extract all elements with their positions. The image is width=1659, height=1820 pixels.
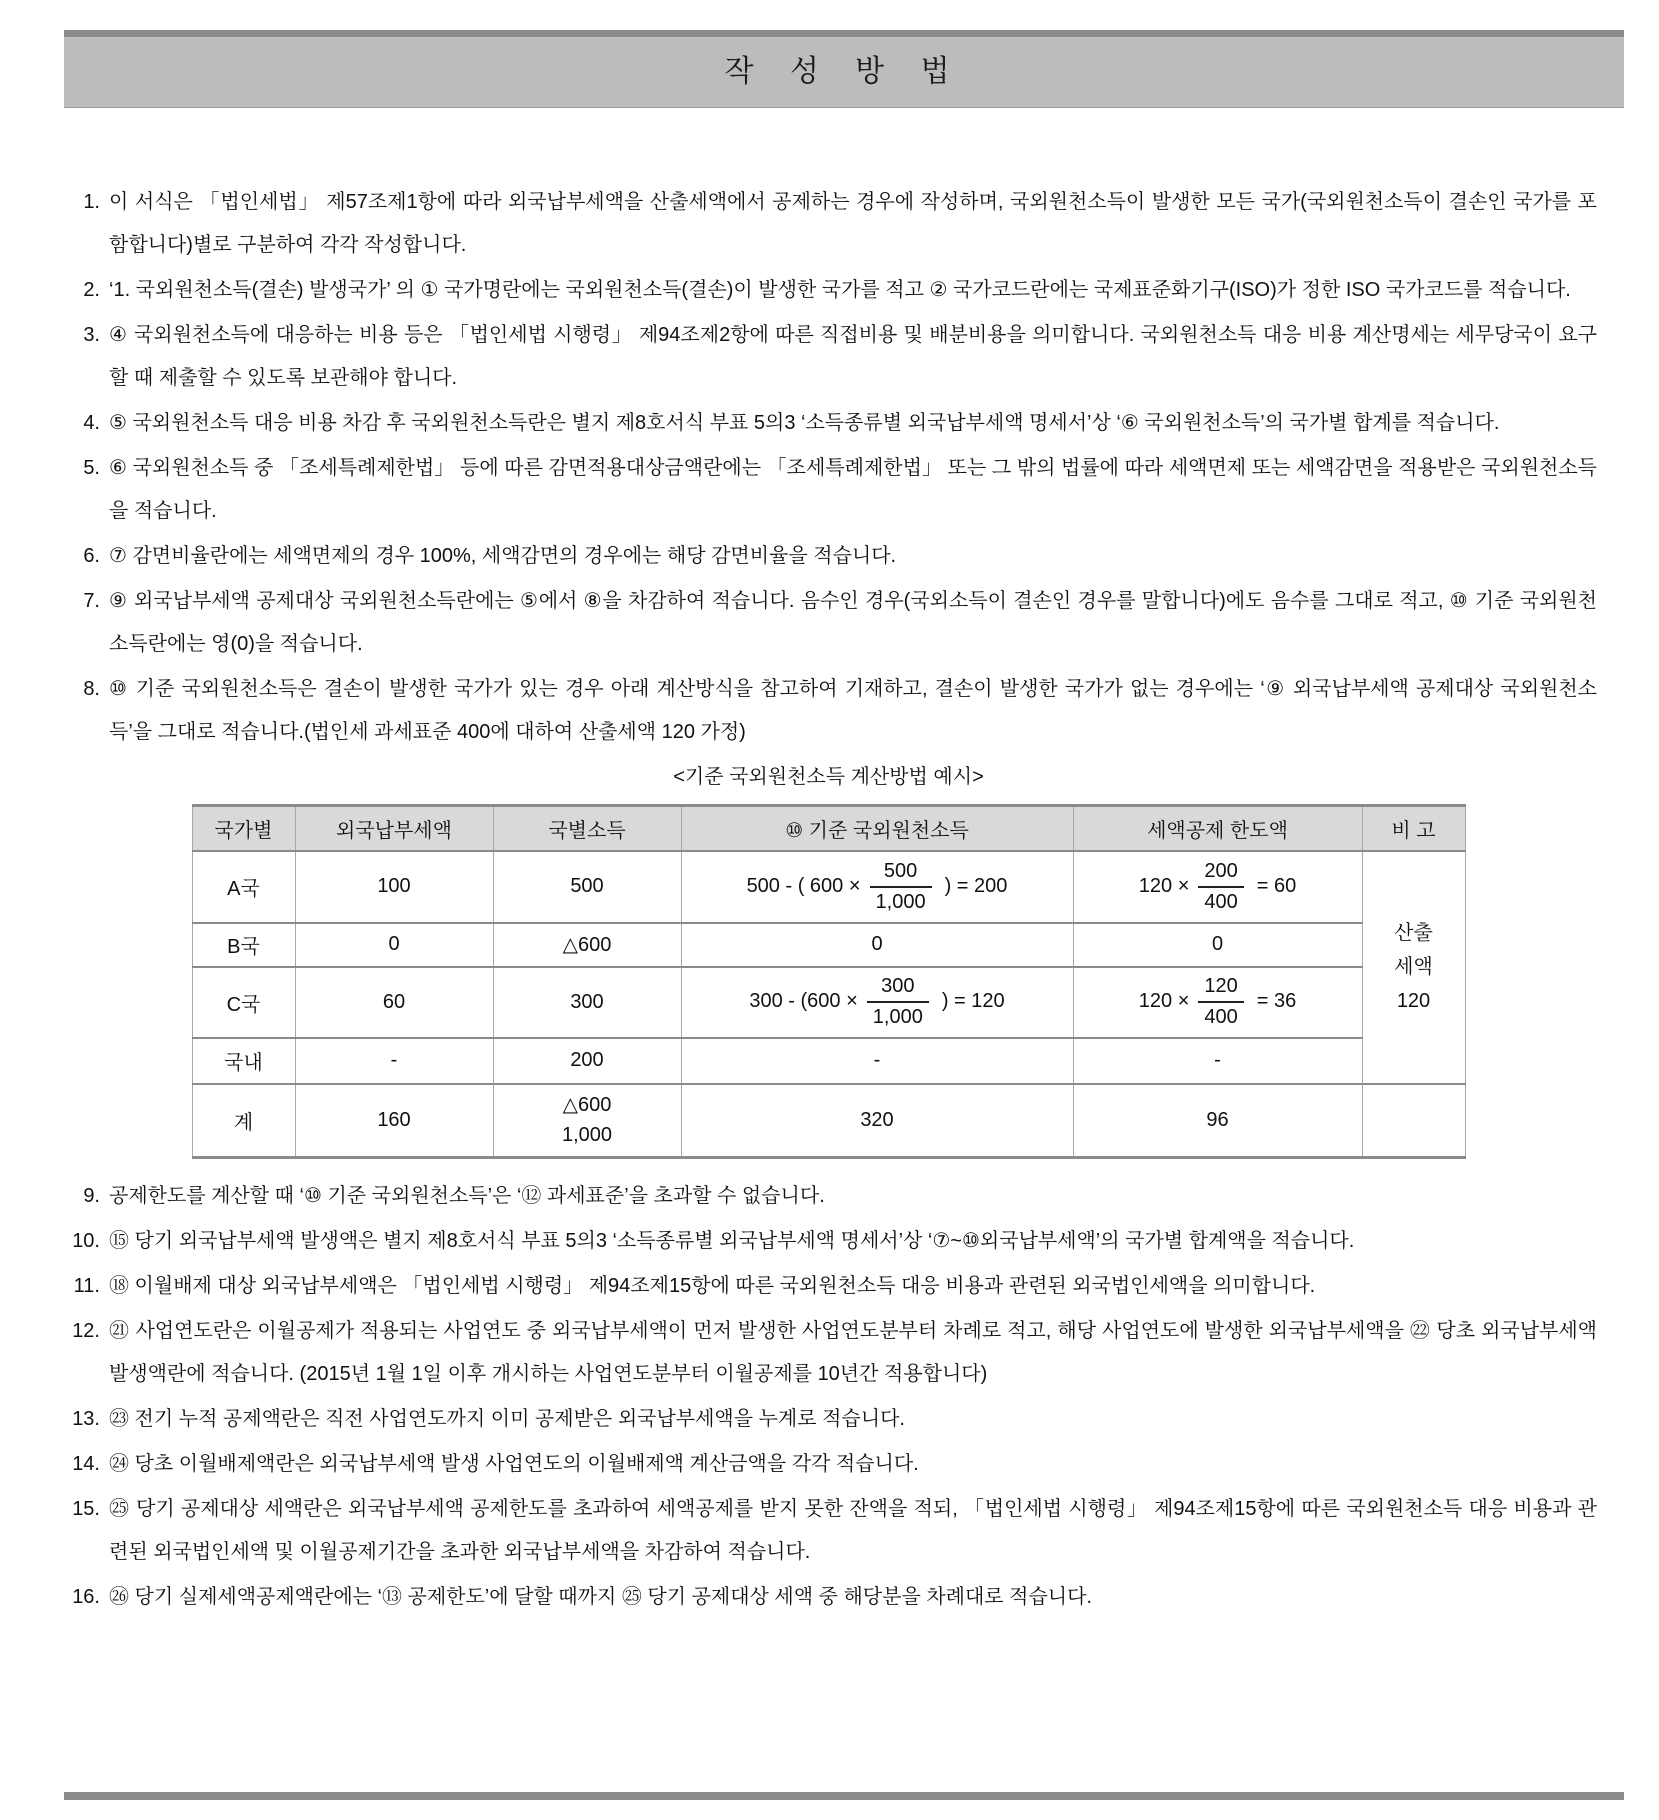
item-text: ㉓ 전기 누적 공제액란은 직전 사업연도까지 이미 공제받은 외국납부세액을 누계로 적습니다. xyxy=(109,1408,905,1430)
table-cell: 국내 xyxy=(192,1038,295,1084)
instruction-item xyxy=(60,314,1597,400)
income-line: 1,000 xyxy=(561,1124,613,1147)
remark-empty-cell xyxy=(1362,1084,1465,1158)
formula-text: 500 - ( 600 × xyxy=(746,874,861,897)
instruction-item xyxy=(60,1310,1597,1396)
item-number: 15. xyxy=(72,1498,100,1520)
instruction-item xyxy=(60,1398,1597,1441)
remark-text: 산출 xyxy=(1394,922,1433,944)
item-text: ‘1. 국외원천소득(결손) 발생국가’ 의 ① 국가명란에는 국외원천소득(결손)이 발생한 국가를 적고 ② 국가코드란에는 국제표준화기구(ISO)가 정한 ISO 국가코드를 적습니다. xyxy=(109,279,1571,301)
instruction-item xyxy=(60,1175,1597,1218)
table-cell: A국 xyxy=(192,851,295,923)
table-caption: <기준 국외원천소득 계산방법 예시> xyxy=(673,766,984,788)
table-cell: - xyxy=(295,1038,493,1084)
item-text: ㉕ 당기 공제대상 세액란은 외국납부세액 공제한도를 초과하여 세액공제를 받지 못한 잔액을 적되, 「법인세법 시행령」 제94조제15항에 따른 국외원천소득 대응 비용과 관련된 외국법인세액 및 이월공제기간을 초과한 외국납부세액을 차감하여 적습니다. xyxy=(109,1498,1597,1563)
page-title: 작 성 방 법 xyxy=(724,55,964,88)
item-number: 5. xyxy=(83,457,100,479)
table-header-cell: 국별소득 xyxy=(493,806,681,851)
table-cell: 160 xyxy=(295,1084,493,1158)
item-number: 16. xyxy=(72,1586,100,1608)
item-number: 11. xyxy=(73,1275,100,1297)
remark-merged-cell xyxy=(1362,851,1465,1084)
formula-text: 120 × xyxy=(1138,874,1190,897)
item-number: 12. xyxy=(72,1320,100,1342)
table-header-cell: ⑩ 기준 국외원천소득 xyxy=(681,806,1073,851)
fraction-denominator: 1,000 xyxy=(870,886,932,917)
fraction-numerator: 300 xyxy=(881,975,915,997)
instruction-item xyxy=(60,447,1597,533)
table-header-cell: 외국납부세액 xyxy=(295,806,493,851)
item-text: ⑨ 외국납부세액 공제대상 국외원천소득란에는 ⑤에서 ⑧을 차감하여 적습니다. 음수인 경우(국외소득이 결손인 경우를 말합니다)에도 음수를 그대로 적고, ⑩ 기준 국외원천소득란에는 영(0)을 적습니다. xyxy=(109,590,1597,655)
table-header-row xyxy=(192,806,1465,851)
table-cell: 0 xyxy=(681,923,1073,967)
table-cell: - xyxy=(1073,1038,1362,1084)
table-cell: 320 xyxy=(681,1084,1073,1158)
fraction xyxy=(870,857,932,917)
fraction-denominator: 400 xyxy=(1198,886,1243,917)
formula-text: = 36 xyxy=(1256,990,1297,1013)
formula-text: ) = 120 xyxy=(941,990,1005,1013)
item-text: 공제한도를 계산할 때 ‘⑩ 기준 국외원천소득’은 ‘⑫ 과세표준’을 초과할 수 없습니다. xyxy=(109,1185,825,1207)
table-cell: 0 xyxy=(1073,923,1362,967)
table-cell: △600 xyxy=(493,923,681,967)
instruction-item xyxy=(60,181,1597,267)
instructions-list xyxy=(60,181,1597,1621)
instruction-item xyxy=(60,1576,1597,1619)
table-row xyxy=(192,923,1465,967)
item-text: ㉔ 당초 이월배제액란은 외국납부세액 발생 사업연도의 이월배제액 계산금액을 각각 적습니다. xyxy=(109,1453,919,1475)
table-cell: 200 xyxy=(493,1038,681,1084)
instruction-item xyxy=(60,1443,1597,1486)
fraction-numerator: 200 xyxy=(1204,859,1238,882)
table-cell: 60 xyxy=(295,967,493,1038)
fraction xyxy=(1198,972,1243,1032)
fraction-denominator: 400 xyxy=(1198,1001,1243,1032)
instruction-item xyxy=(60,668,1597,754)
table-cell: 0 xyxy=(295,923,493,967)
item-number: 7. xyxy=(83,590,100,612)
table-cell: 300 xyxy=(493,967,681,1038)
bottom-rule xyxy=(64,1792,1624,1800)
fraction-denominator: 1,000 xyxy=(867,1001,929,1032)
table-row xyxy=(192,851,1465,923)
table-row xyxy=(192,967,1465,1038)
remark-text: 120 xyxy=(1396,990,1431,1012)
table-header-cell: 국가별 xyxy=(192,806,295,851)
table-cell: 500 xyxy=(493,851,681,923)
item-text: ⑱ 이월배제 대상 외국납부세액은 「법인세법 시행령」 제94조제15항에 따른 국외원천소득 대응 비용과 관련된 외국법인세액을 의미합니다. xyxy=(109,1275,1316,1297)
table-cell xyxy=(681,967,1073,1038)
instruction-item xyxy=(60,580,1597,666)
table-row xyxy=(192,1038,1465,1084)
table-cell xyxy=(1073,967,1362,1038)
instruction-item xyxy=(60,269,1597,312)
income-line: △600 xyxy=(562,1094,612,1117)
item-text: ⑮ 당기 외국납부세액 발생액은 별지 제8호서식 부표 5의3 ‘소득종류별 외국납부세액 명세서’상 ‘⑦~⑩외국납부세액’의 국가별 합계액을 적습니다. xyxy=(109,1230,1355,1252)
item-number: 3. xyxy=(83,324,100,346)
fraction-numerator: 500 xyxy=(883,859,918,882)
item-number: 14. xyxy=(72,1453,100,1475)
formula-text: ) = 200 xyxy=(944,874,1008,897)
item-number: 1. xyxy=(83,191,100,213)
table-cell: B국 xyxy=(192,923,295,967)
instruction-item xyxy=(60,535,1597,578)
item-number: 8. xyxy=(83,678,100,700)
item-number: 2. xyxy=(83,279,100,301)
item-text: ⑤ 국외원천소득 대응 비용 차감 후 국외원천소득란은 별지 제8호서식 부표 5의3 ‘소득종류별 외국납부세액 명세서’상 ‘⑥ 국외원천소득’의 국가별 합계를 적습니다. xyxy=(109,412,1500,434)
table-header-cell: 비 고 xyxy=(1362,806,1465,851)
table-cell: 계 xyxy=(192,1084,295,1158)
item-text: ㉖ 당기 실제세액공제액란에는 ‘⑬ 공제한도’에 달할 때까지 ㉕ 당기 공제대상 세액 중 해당분을 차례대로 적습니다. xyxy=(109,1586,1092,1608)
item-number: 6. xyxy=(83,545,100,567)
item-text: ⑩ 기준 국외원천소득은 결손이 발생한 국가가 있는 경우 아래 계산방식을 참고하여 기재하고, 결손이 발생한 국가가 없는 경우에는 ‘⑨ 외국납부세액 공제대상 국외원천소득’을 그대로 적습니다.(법인세 과세표준 400에 대하여 산출세액 120 가정) xyxy=(109,678,1597,743)
example-table xyxy=(192,804,1466,1159)
table-cell xyxy=(1073,851,1362,923)
instruction-item xyxy=(60,1220,1597,1263)
table-cell xyxy=(493,1084,681,1158)
table-row xyxy=(192,1084,1465,1158)
item-text: ⑥ 국외원천소득 중 「조세특례제한법」 등에 따른 감면적용대상금액란에는 「조세특례제한법」 또는 그 밖의 법률에 따라 세액면제 또는 세액감면을 적용받은 국외원천소득을 적습니다. xyxy=(109,457,1597,522)
table-header-cell: 세액공제 한도액 xyxy=(1073,806,1362,851)
table-cell xyxy=(681,851,1073,923)
remark-text: 세액 xyxy=(1394,956,1433,978)
formula-text: 300 - (600 × xyxy=(749,990,858,1013)
table-cell: C국 xyxy=(192,967,295,1038)
fraction-numerator: 120 xyxy=(1204,975,1238,997)
instruction-item xyxy=(60,402,1597,445)
item-number: 4. xyxy=(83,412,100,434)
formula-text: = 60 xyxy=(1256,874,1297,897)
table-cell: 96 xyxy=(1073,1084,1362,1158)
table-cell: 100 xyxy=(295,851,493,923)
formula-text: 120 × xyxy=(1138,990,1190,1013)
instruction-item xyxy=(60,1265,1597,1308)
item-number: 10. xyxy=(72,1230,100,1252)
item-number: 9. xyxy=(83,1185,100,1207)
item-number: 13. xyxy=(72,1408,100,1430)
item-text: ⑦ 감면비율란에는 세액면제의 경우 100%, 세액감면의 경우에는 해당 감면비율을 적습니다. xyxy=(109,545,897,567)
table-cell: - xyxy=(681,1038,1073,1084)
item-text: 이 서식은 「법인세법」 제57조제1항에 따라 외국납부세액을 산출세액에서 공제하는 경우에 작성하며, 국외원천소득이 발생한 모든 국가(국외원천소득이 결손인 국가를 포함합니다)별로 구분하여 각각 작성합니다. xyxy=(109,191,1597,256)
item-text: ④ 국외원천소득에 대응하는 비용 등은 「법인세법 시행령」 제94조제2항에 따른 직접비용 및 배분비용을 의미합니다. 국외원천소득 대응 비용 계산명세는 세무당국이 요구할 때 제출할 수 있도록 보관해야 합니다. xyxy=(109,324,1597,389)
instruction-item xyxy=(60,1488,1597,1574)
title-band xyxy=(64,30,1624,108)
fraction xyxy=(1198,857,1243,917)
fraction xyxy=(867,972,929,1032)
item-text: ㉑ 사업연도란은 이월공제가 적용되는 사업연도 중 외국납부세액이 먼저 발생한 사업연도분부터 차례로 적고, 해당 사업연도에 발생한 외국납부세액을 ㉒ 당초 외국납부세액 발생액란에 적습니다. (2015년 1월 1일 이후 개시하는 사업연도분부터 이월공제를 10년간 적용합니다) xyxy=(109,1320,1597,1385)
